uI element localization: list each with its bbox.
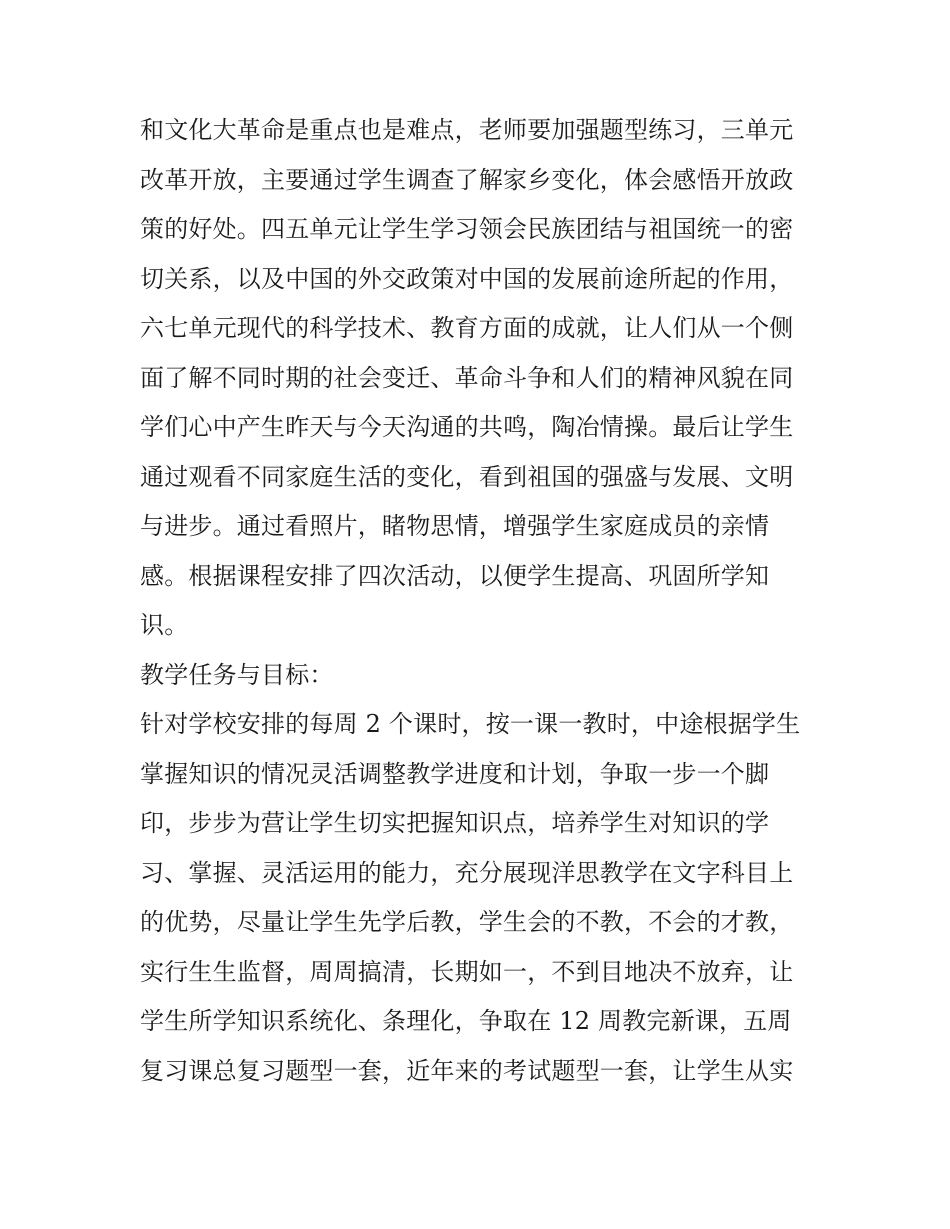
text-line: 与进步。通过看照片，睹物思情，增强学生家庭成员的亲情 (140, 512, 770, 540)
text-line: 复习课总复习题型一套，近年来的考试题型一套，让学生从实 (140, 1056, 794, 1085)
text-line: 印，步步为营让学生切实把握知识点，培养学生对知识的学 (140, 809, 770, 837)
document-body (140, 106, 840, 1096)
text-line: 习、掌握、灵活运用的能力，充分展现洋思教学在文字科目上 (140, 858, 794, 887)
text-line: 改革开放，主要通过学生调查了解家乡变化，体会感悟开放政 (140, 165, 794, 194)
text-line: 的优势，尽量让学生先学后教，学生会的不教，不会的才教， (140, 908, 794, 936)
text-line: 针对学校安排的每周 2 个课时，按一课一教时，中途根据学生 (140, 710, 801, 738)
text-line: 掌握知识的情况灵活调整教学进度和计划，争取一步一个脚 (140, 759, 770, 788)
text-line: 识。 (140, 611, 189, 639)
text-line: 和文化大革命是重点也是难点，老师要加强题型练习，三单元 (140, 116, 794, 144)
section-heading: 教学任务与目标： (140, 660, 334, 689)
text-line: 学生所学知识系统化、条理化，争取在 12 周教完新课，五周 (140, 1007, 792, 1035)
text-line: 学们心中产生昨天与今天沟通的共鸣，陶冶情操。最后让学生 (140, 413, 794, 441)
text-line: 感。根据课程安排了四次活动，以便学生提高、巩固所学知 (140, 561, 770, 590)
text-line: 切关系，以及中国的外交政策对中国的发展前途所起的作用， (140, 264, 794, 293)
text-line: 实行生生监督，周周搞清，长期如一，不到目地决不放弃，让 (140, 957, 794, 986)
text-line: 通过观看不同家庭生活的变化，看到祖国的强盛与发展、文明 (140, 462, 794, 491)
text-line: 六七单元现代的科学技术、教育方面的成就，让人们从一个侧 (140, 314, 794, 342)
text-line: 策的好处。四五单元让学生学习领会民族团结与祖国统一的密 (140, 215, 794, 243)
text-line: 面了解不同时期的社会变迁、革命斗争和人们的精神风貌在同 (140, 363, 794, 392)
